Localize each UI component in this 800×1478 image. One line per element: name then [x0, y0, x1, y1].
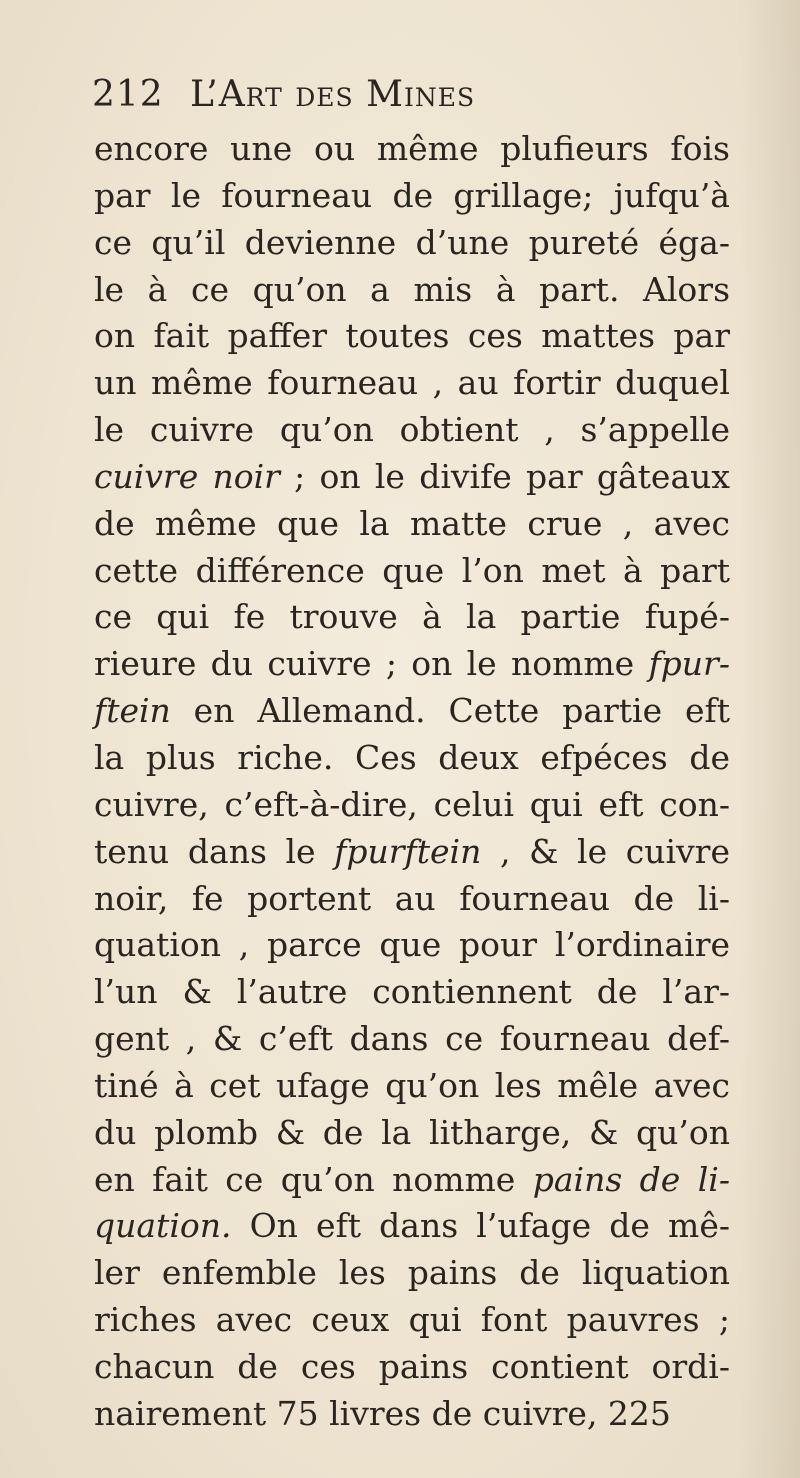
body-text [94, 126, 730, 1438]
text-line: ftein en Allemand. Cette partie eft [94, 691, 730, 731]
text-line: quation , parce que pour l’ordinaire [94, 925, 730, 965]
italic-term: ftein [94, 691, 171, 731]
running-title: L’Art des Mines [190, 74, 476, 115]
text-line: tenu dans le fpurftein , & le cuivre [94, 831, 730, 871]
italic-term: cuivre noir [94, 456, 280, 496]
text-line: chacun de ces pains contient ordi- [94, 1346, 730, 1386]
italic-term: fpur- [648, 644, 730, 684]
text-line: par le fourneau de grillage; jufqu’à [94, 175, 730, 215]
text-line: quation. On eft dans l’ufage de mê- [94, 1206, 730, 1246]
page-number: 212 [92, 74, 164, 115]
text-line: cette différence que l’on met à part [94, 550, 730, 590]
text-line: noir, fe portent au fourneau de li- [94, 878, 730, 918]
text-line: ce qui fe trouve à la partie fupé- [94, 597, 730, 637]
text-line: rieure du cuivre ; on le nomme fpur- [94, 644, 730, 684]
text-line: le cuivre qu’on obtient , s’appelle [94, 410, 730, 450]
text-line: encore une ou même plufieurs fois [94, 129, 730, 168]
text-line: nairement 75 livres de cuivre, 225 [94, 1393, 671, 1433]
text-line: ler enfemble les pains de liquation [94, 1253, 730, 1293]
text-line: en fait ce qu’on nomme pains de li- [94, 1159, 730, 1199]
running-head [92, 74, 692, 122]
text-line: cuivre noir ; on le divife par gâteaux [94, 456, 730, 496]
text-line: ce qu’il devienne d’une pureté éga- [94, 222, 730, 262]
text-line: le à ce qu’on a mis à part. Alors [94, 269, 730, 309]
italic-term: pains de li- [532, 1159, 730, 1199]
text-line: du plomb & de la litharge, & qu’on [94, 1112, 730, 1152]
text-line: un même fourneau , au fortir duquel [94, 363, 730, 403]
text-line: de même que la matte crue , avec [94, 503, 730, 543]
text-line: la plus riche. Ces deux efpéces de [94, 737, 730, 777]
text-line: l’un & l’autre contiennent de l’ar- [94, 972, 730, 1012]
italic-term: quation. [94, 1206, 232, 1246]
italic-term: fpurftein [334, 831, 482, 871]
text-line: tiné à cet ufage qu’on les mêle avec [94, 1065, 730, 1105]
text-line: riches avec ceux qui font pauvres ; [94, 1300, 730, 1340]
text-line: gent , & c’eft dans ce fourneau def- [94, 1019, 730, 1059]
page-edge-shadow [740, 0, 800, 1478]
text-line: on fait paffer toutes ces mattes par [94, 316, 730, 356]
text-line: cuivre, c’eft-à-dire, celui qui eft con- [94, 784, 730, 824]
